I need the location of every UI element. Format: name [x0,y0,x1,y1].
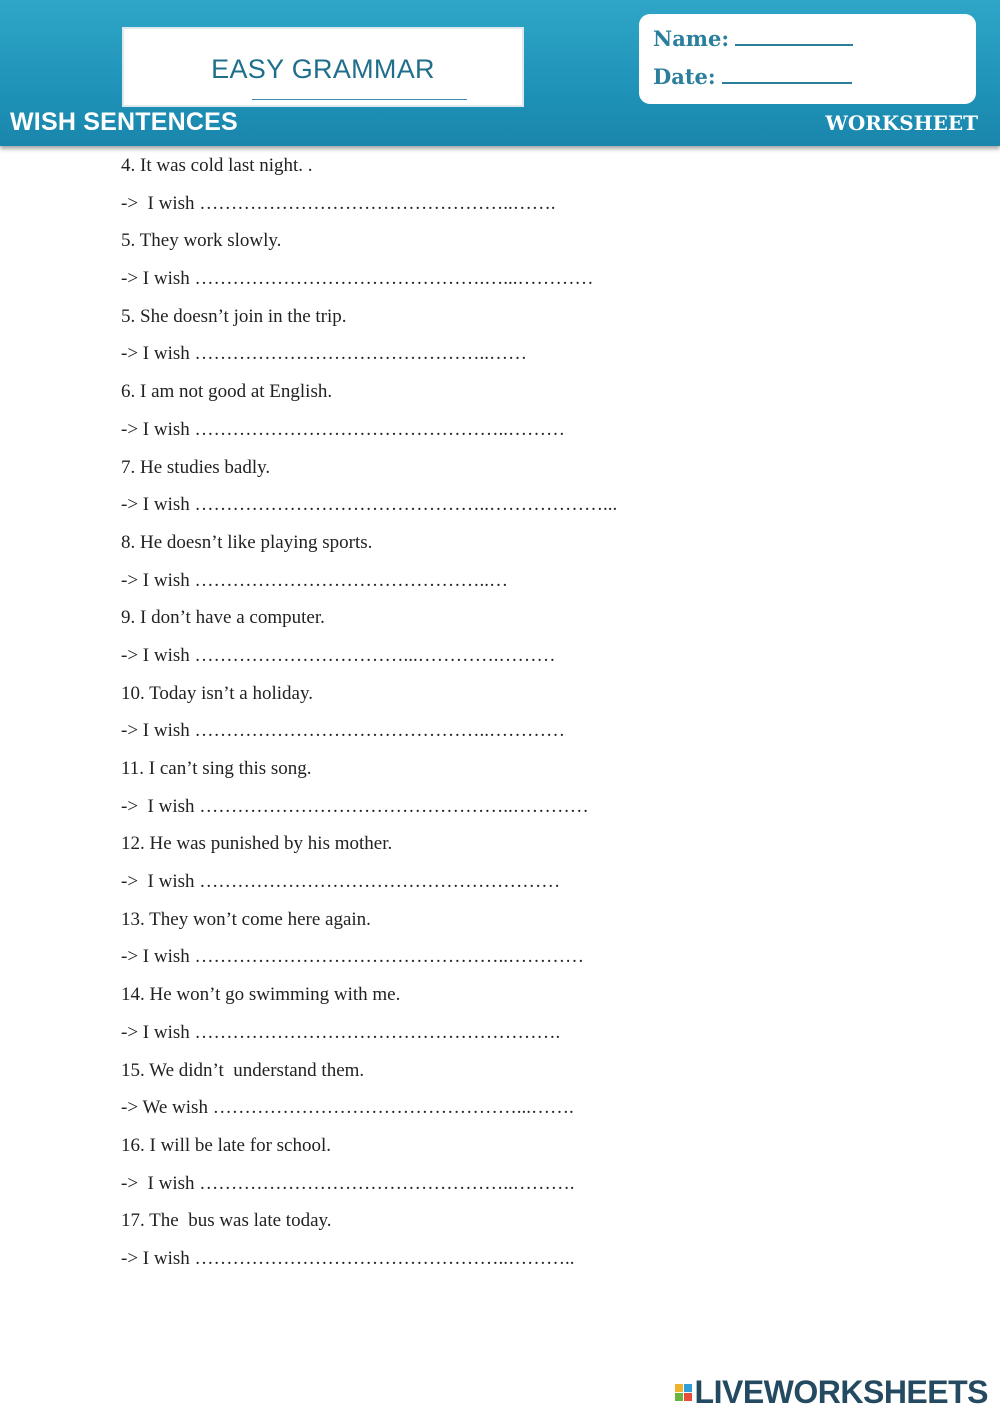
answer-line[interactable]: -> I wish …………………………………………..……. [121,192,556,214]
name-blank[interactable] [735,24,853,46]
name-field[interactable] [653,24,853,51]
date-blank[interactable] [722,62,852,84]
exercise-prompt: 14. He won’t go swimming with me. [121,984,401,1006]
answer-line[interactable]: -> I wish ………………………………………..………………... [121,494,618,516]
name-label: Name: [653,26,730,51]
exercise-prompt: 4. It was cold last night. . [121,155,313,176]
answer-line[interactable]: -> I wish ……………………………………….…...………… [121,268,594,290]
logo-square [684,1393,692,1401]
title-underline [252,99,467,100]
exercise-prompt: 7. He studies badly. [121,456,271,478]
answer-line[interactable]: -> I wish …………………………………………..……… [121,418,566,440]
exercise-prompt: 12. He was punished by his mother. [121,833,393,855]
exercise-prompt: 15. We didn’t understand them. [121,1059,365,1081]
answer-line[interactable]: -> I wish …………………………………………..………. [121,1172,575,1194]
brand-name: LIVEWORKSHEETS [694,1374,988,1410]
exercise-prompt: 13. They won’t come here again. [121,908,371,930]
title-box [122,27,524,107]
answer-line[interactable]: -> I wish ……………………………...………….……… [121,644,556,666]
date-field[interactable] [653,62,852,89]
exercise-prompt: 16. I will be late for school. [121,1134,332,1156]
answer-line[interactable]: -> I wish …………………………………………..………… [121,795,589,817]
exercise-prompt: 5. She doesn’t join in the trip. [121,305,347,327]
header-banner [0,0,1000,146]
answer-line[interactable]: -> I wish …………………………………………………. [121,1021,561,1043]
answer-line[interactable]: -> I wish ………………………………………………… [121,871,561,893]
section-title: WISH SENTENCES [10,108,238,136]
answer-line[interactable]: -> I wish …………………………………………..………… [121,946,585,968]
worksheet-label: WORKSHEET [825,111,978,135]
liveworksheets-logo-icon [675,1384,692,1401]
date-label: Date: [653,64,716,89]
answer-line[interactable]: -> I wish …………………………………………..……….. [121,1247,575,1269]
logo-square [675,1384,683,1392]
logo-square [684,1384,692,1392]
exercise-prompt: 17. The bus was late today. [121,1210,332,1232]
exercise-prompt: 5. They work slowly. [121,230,282,252]
name-date-box [639,14,976,104]
exercise-prompt: 8. He doesn’t like playing sports. [121,531,373,553]
logo-square [675,1393,683,1401]
exercise-prompt: 11. I can’t sing this song. [121,758,312,779]
answer-line[interactable]: -> We wish …………………………………………...……. [121,1097,574,1119]
answer-line[interactable]: -> I wish ………………………………………..… [121,569,509,591]
answer-line[interactable]: -> I wish ………………………………………..………… [121,720,566,742]
footer-logo [675,1374,988,1411]
exercise-list [121,152,881,1283]
answer-line[interactable]: -> I wish ………………………………………..…… [121,343,528,365]
exercise-prompt: 6. I am not good at English. [121,381,333,403]
exercise-prompt: 10. Today isn’t a holiday. [121,682,313,704]
exercise-prompt: 9. I don’t have a computer. [121,607,325,629]
worksheet-title: EASY GRAMMAR [211,54,435,84]
